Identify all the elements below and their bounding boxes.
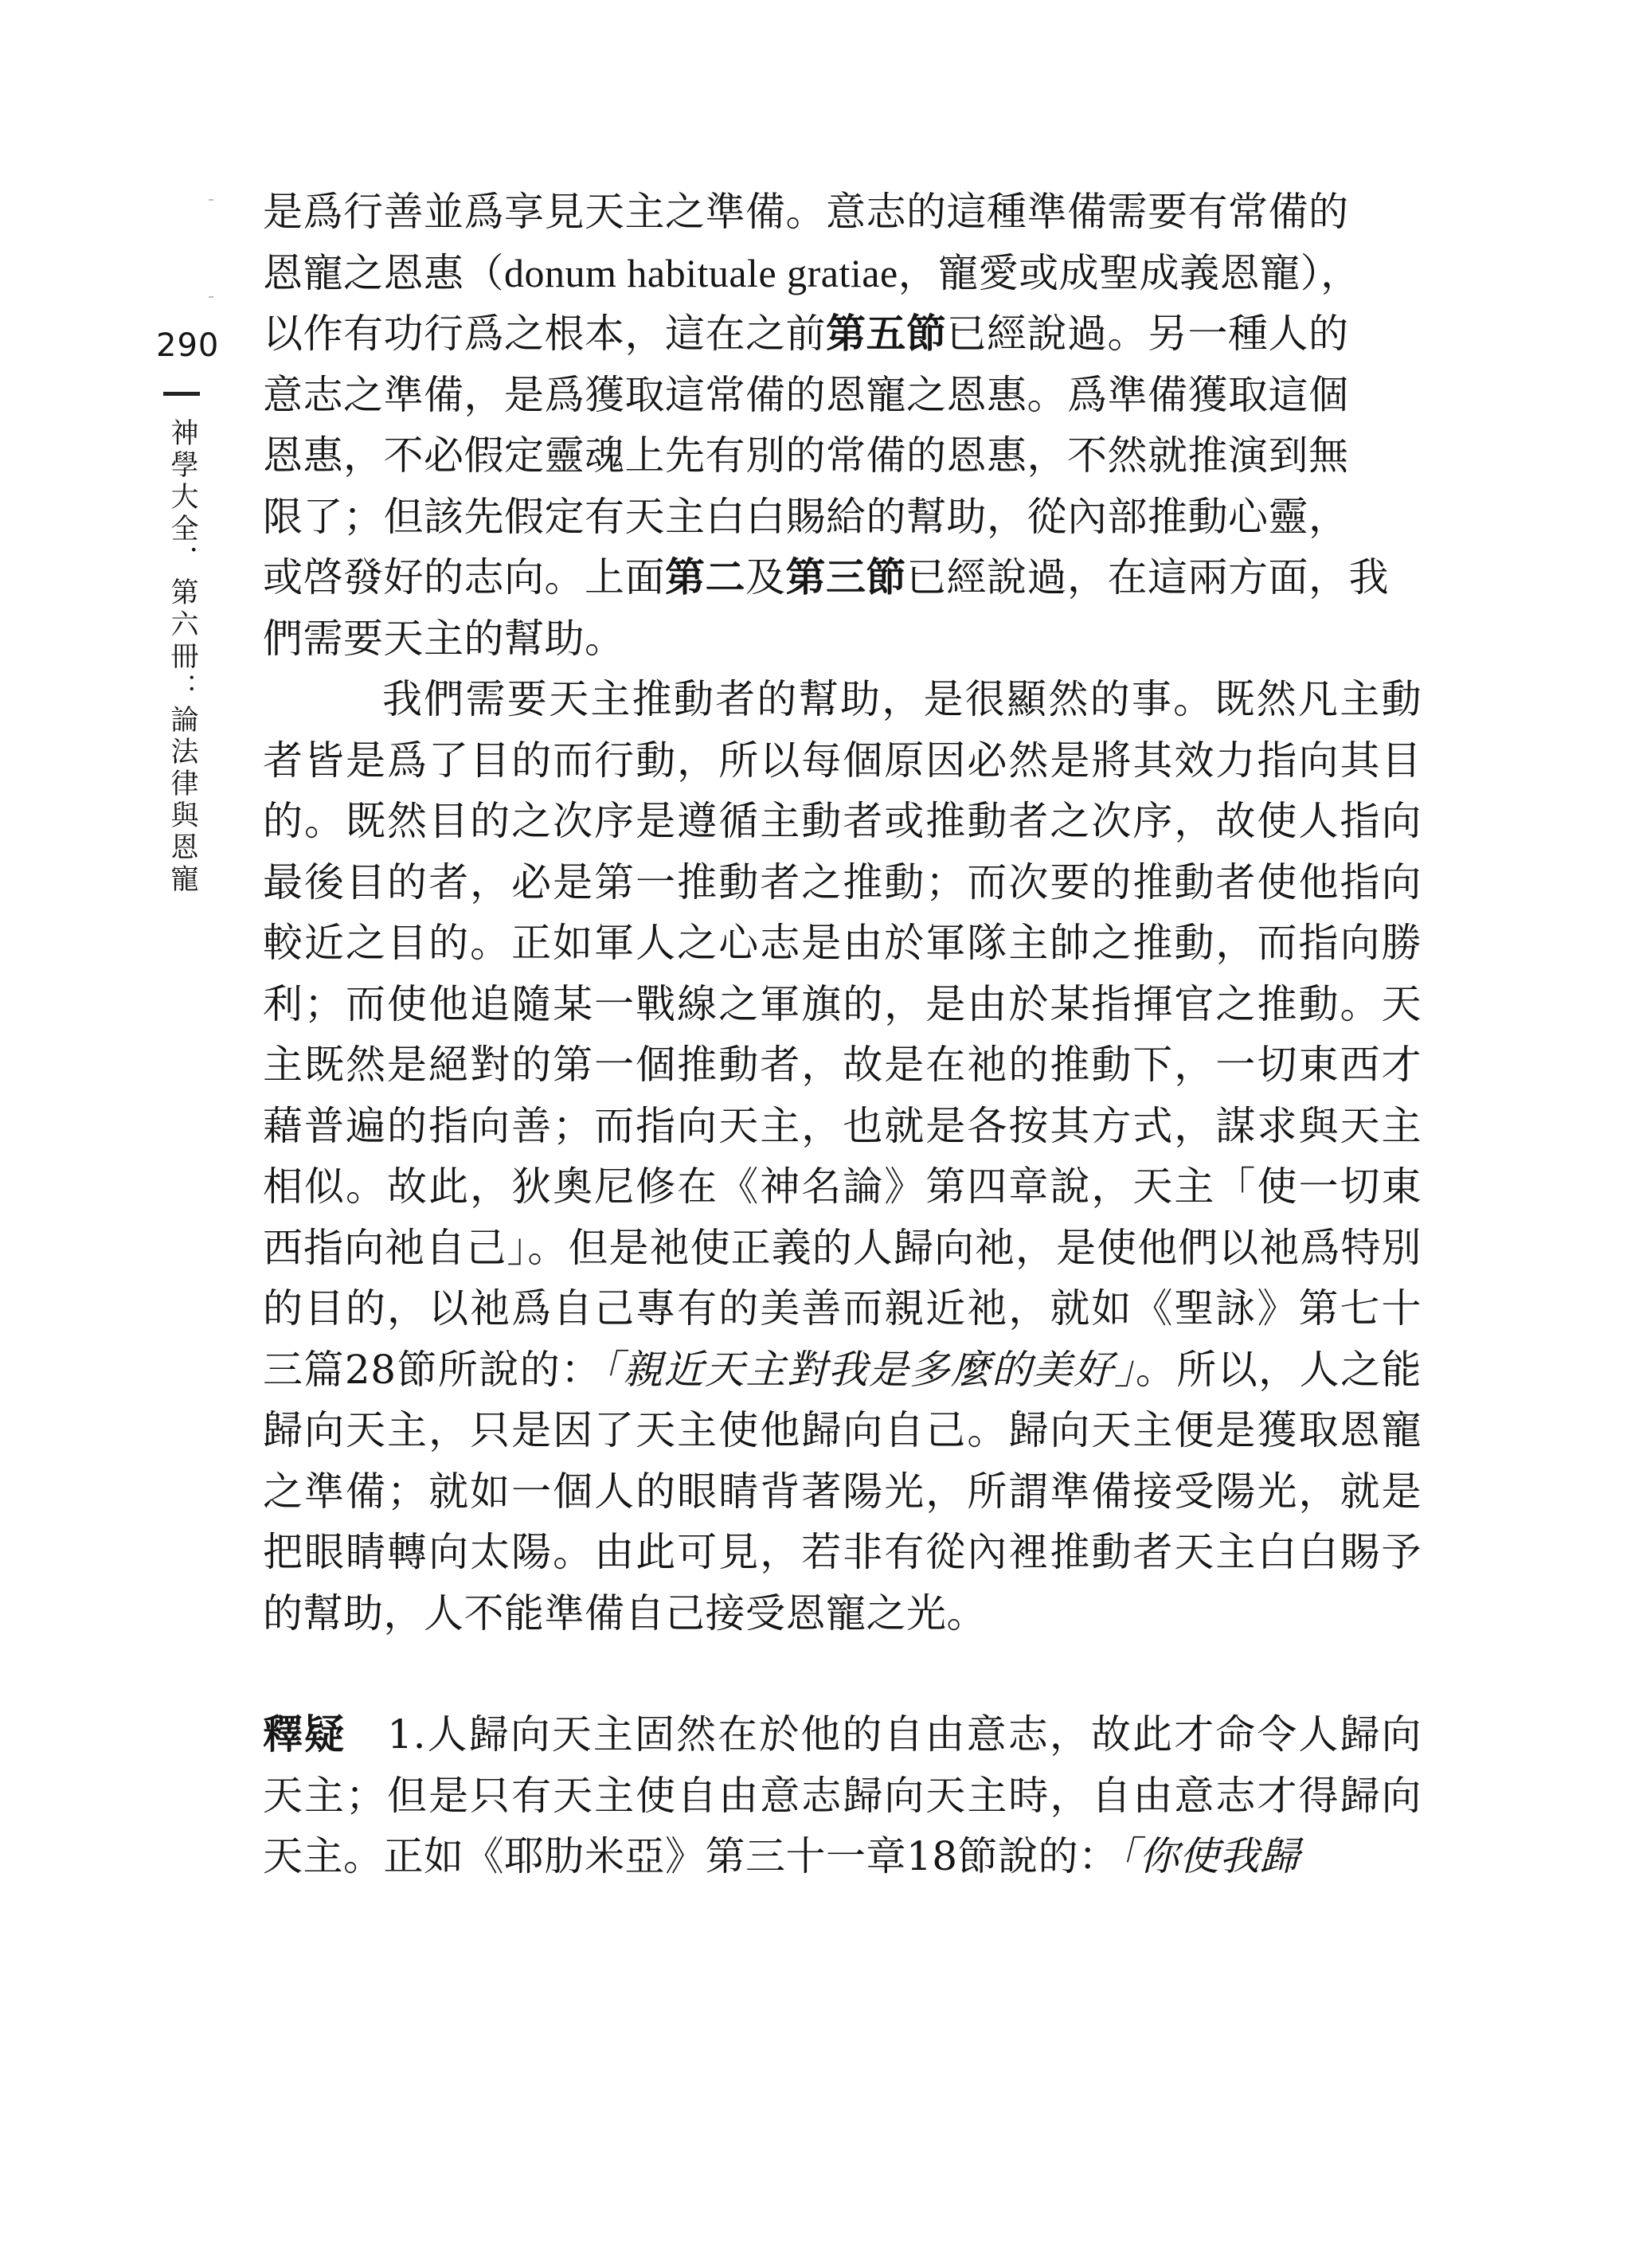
para1-line: ，寵愛或成聖成義恩寵）， <box>898 249 1361 296</box>
running-title-text: 神學大全．第六冊：論法律與恩寵 <box>166 418 198 896</box>
reply-paragraph <box>263 1704 1422 1887</box>
text-block <box>263 182 1422 1887</box>
bold-reference: 第三節 <box>785 554 906 600</box>
reply-text: 1.人歸向天主固然在於他的自由意志，故此才命令人歸向天主；但是只有天主使自由意志歸向天主時，自由意志才得歸向天主。正如《耶肋米亞》第三十一章18節說的： <box>263 1711 1422 1879</box>
para1-line: 已經說過，在這兩方面，我 <box>906 554 1389 600</box>
para1-line: 們需要天主的幫助。 <box>263 615 625 662</box>
para1-line: 及 <box>745 554 786 600</box>
page-number: 290 <box>156 327 220 364</box>
paragraph-1 <box>263 182 1422 669</box>
bold-reference: 第五節 <box>826 311 947 357</box>
running-title <box>163 392 201 896</box>
latin-term: donum habituale gratiae <box>504 250 898 295</box>
margin-mark <box>209 199 213 201</box>
margin-mark <box>209 296 213 298</box>
para2-text: 。所以，人之能歸向天主，只是因了天主使他歸向自己。歸向天主便是獲取恩寵之準備；就如一個人的眼睛背著陽光，所謂準備接受陽光，就是把眼睛轉向太陽。由此可見，若非有從內裡推動者天主白白賜予的幫助，人不能準備自己接受恩寵之光。 <box>263 1346 1422 1636</box>
para2-text: 我們需要天主推動者的幫助，是很顯然的事。既然凡主動者皆是爲了目的而行動，所以每個原因必然是將其效力指向其目的。既然目的之次序是遵循主動者或推動者之次序，故使人指向最後目的者，必是第一推動者之推動；而次要的推動者使他指向較近之目的。正如軍人之心志是由於軍隊主帥之推動，而指向勝利；而使他追隨某一戰線之軍旗的，是由於某指揮官之推動。天主既然是絕對的第一個推動者，故是在祂的推動下，一切東西才藉普遍的指向善；而指向天主，也就是各按其方式，謀求與天主相似。故此，狄奧尼修在《神名論》第四章說，天主「使一切東西指向祂自己」。但是祂使正義的人歸向祂，是使他們以祂爲特別的目的，以祂爲自己專有的美善而親近祂，就如《聖詠》第七十三篇28節所說的： <box>263 676 1422 1393</box>
bold-reference: 第二 <box>665 554 745 600</box>
para1-line: 恩惠，不必假定靈魂上先有別的常備的恩惠，不然就推演到無 <box>263 432 1349 479</box>
para1-line: 已經說過。另一種人的 <box>946 311 1349 357</box>
para1-line: 意志之準備，是爲獲取這常備的恩寵之恩惠。爲準備獲取這個 <box>263 371 1349 418</box>
para1-line: 以作有功行爲之根本，這在之前 <box>263 311 826 357</box>
paragraph-2 <box>263 669 1422 1644</box>
para1-line: 或啓發好的志向。上面 <box>263 554 665 600</box>
para1-line: 恩寵之恩惠（ <box>263 249 504 296</box>
scripture-quote: 「親近天主對我是多麼的美好」 <box>601 1346 1136 1393</box>
scripture-quote: 「你使我歸 <box>1118 1833 1300 1879</box>
para1-line: 限了；但該先假定有天主白白賜給的幫助，從內部推動心靈， <box>263 493 1349 540</box>
para1-line: 是爲行善並爲享見天主之準備。意志的這種準備需要有常備的 <box>263 189 1349 235</box>
reply-label: 釋疑 <box>263 1711 346 1758</box>
title-dash-rule <box>163 392 200 396</box>
section-gap <box>263 1644 1422 1704</box>
